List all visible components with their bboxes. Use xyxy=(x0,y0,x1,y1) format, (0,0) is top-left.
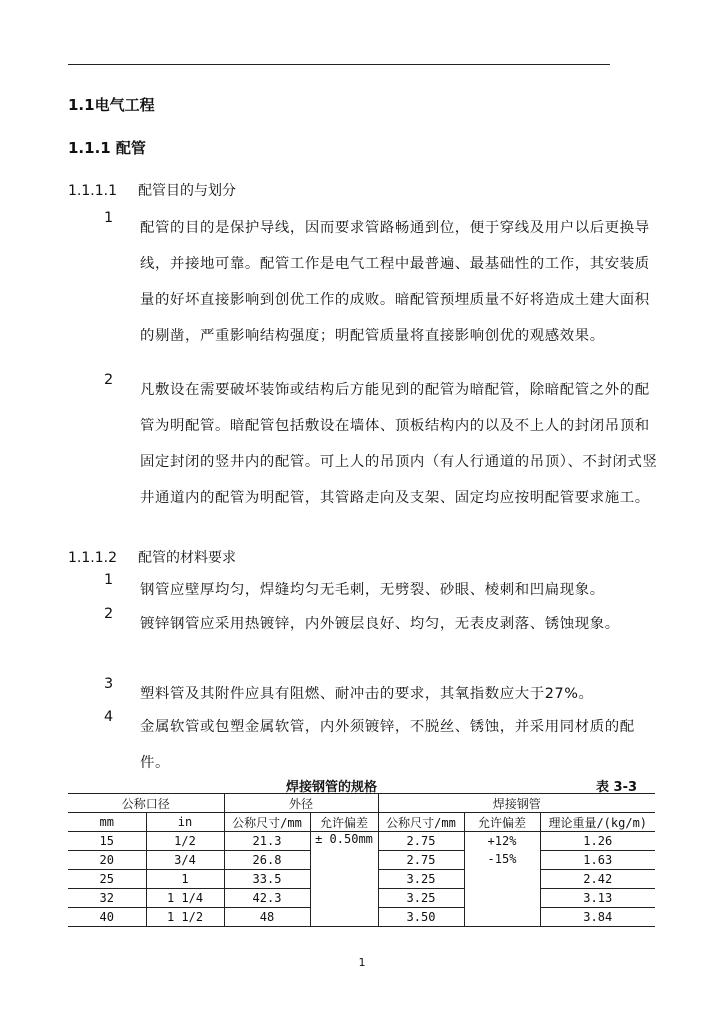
header-rule xyxy=(68,64,610,65)
item-number: 2 xyxy=(104,372,114,388)
header-od-tolerance: 允许偏差 xyxy=(310,813,378,832)
table-row xyxy=(68,832,655,851)
item-number: 1 xyxy=(104,210,114,226)
header-wall-tolerance: 允许偏差 xyxy=(464,813,540,832)
wall-tolerance-plus: +12% xyxy=(487,834,517,848)
cell-od: 48 xyxy=(224,908,310,927)
cell-wall: 3.25 xyxy=(378,889,464,908)
header-nominal-diameter: 公称口径 xyxy=(68,794,224,813)
cell-od: 21.3 xyxy=(224,832,310,851)
steel-pipe-spec-table xyxy=(68,793,655,927)
cell-weight: 1.63 xyxy=(540,851,655,870)
cell-od: 26.8 xyxy=(224,851,310,870)
cell-weight: 2.42 xyxy=(540,870,655,889)
cell-in: 1/2 xyxy=(146,832,224,851)
section-number: 1.1.1.2 xyxy=(68,550,117,566)
wall-tolerance-minus: -15% xyxy=(487,852,517,866)
cell-od: 42.3 xyxy=(224,889,310,908)
header-wall-size: 公称尺寸/mm xyxy=(378,813,464,832)
cell-mm: 25 xyxy=(68,870,146,889)
page-number: 1 xyxy=(358,956,366,969)
heading-electrical-engineering: 1.1电气工程 xyxy=(68,96,155,114)
section-title: 配管目的与划分 xyxy=(138,183,236,199)
cell-od: 33.5 xyxy=(224,870,310,889)
cell-od-tolerance: ± 0.50mm xyxy=(310,832,378,927)
cell-wall: 3.50 xyxy=(378,908,464,927)
table-title: 焊接钢管的规格 xyxy=(286,780,378,795)
item-text: 金属软管或包塑金属软管，内外须镀锌，不脱丝、锈蚀，并采用同材质的配件。 xyxy=(140,719,635,771)
table-label: 表 3-3 xyxy=(596,780,638,795)
section-number: 1.1.1.1 xyxy=(68,183,117,199)
item-text: 塑料管及其附件应具有阻燃、耐冲击的要求，其氧指数应大于27%。 xyxy=(140,686,594,702)
cell-in: 1 1/2 xyxy=(146,908,224,927)
header-in: in xyxy=(146,813,224,832)
header-welded-pipe: 焊接钢管 xyxy=(378,794,655,813)
header-weight: 理论重量/(kg/m) xyxy=(540,813,655,832)
item-text: 钢管应壁厚均匀，焊缝均匀无毛刺，无劈裂、砂眼、棱刺和凹扁现象。 xyxy=(140,582,605,598)
header-mm: mm xyxy=(68,813,146,832)
cell-in: 1 1/4 xyxy=(146,889,224,908)
cell-weight: 3.84 xyxy=(540,908,655,927)
cell-in: 3/4 xyxy=(146,851,224,870)
item-number: 4 xyxy=(104,709,114,725)
heading-conduit: 1.1.1 配管 xyxy=(68,139,146,157)
cell-weight: 1.26 xyxy=(540,832,655,851)
header-od-size: 公称尺寸/mm xyxy=(224,813,310,832)
item-text: 凡敷设在需要破坏装饰或结构后方能见到的配管为暗配管，除暗配管之外的配管为明配管。暗配管包括敷设在墙体、顶板结构内的以及不上人的封闭吊顶和固定封闭的竖井内的配管。可上人的吊顶内（有人行通道的吊顶）、不封闭式竖井通道内的配管为明配管，其管路走向及支架、固定均应按明配管要求施工。 xyxy=(140,382,658,506)
cell-mm: 15 xyxy=(68,832,146,851)
cell-wall: 2.75 xyxy=(378,832,464,851)
cell-mm: 40 xyxy=(68,908,146,927)
cell-weight: 3.13 xyxy=(540,889,655,908)
item-number: 3 xyxy=(104,676,114,692)
section-title: 配管的材料要求 xyxy=(138,550,236,566)
item-number: 2 xyxy=(104,606,114,622)
cell-wall-tolerance xyxy=(464,832,540,927)
item-number: 1 xyxy=(104,572,114,588)
item-text: 镀锌钢管应采用热镀锌，内外镀层良好、均匀，无表皮剥落、锈蚀现象。 xyxy=(140,616,620,632)
cell-mm: 32 xyxy=(68,889,146,908)
cell-wall: 3.25 xyxy=(378,870,464,889)
header-outer-diameter: 外径 xyxy=(224,794,378,813)
table-sub-header-row xyxy=(68,813,655,832)
section-heading-purpose xyxy=(68,180,236,200)
item-text: 配管的目的是保护导线，因而要求管路畅通到位，便于穿线及用户以后更换导线，并接地可靠。配管工作是电气工程中最普遍、最基础性的工作，其安装质量的好坏直接影响到创优工作的成败。暗配管预埋质量不好将造成土建大面积的剔凿，严重影响结构强度；明配管质量将直接影响创优的观感效果。 xyxy=(140,220,650,344)
cell-mm: 20 xyxy=(68,851,146,870)
section-heading-materials xyxy=(68,547,236,567)
table-group-header-row xyxy=(68,794,655,813)
cell-in: 1 xyxy=(146,870,224,889)
cell-wall: 2.75 xyxy=(378,851,464,870)
